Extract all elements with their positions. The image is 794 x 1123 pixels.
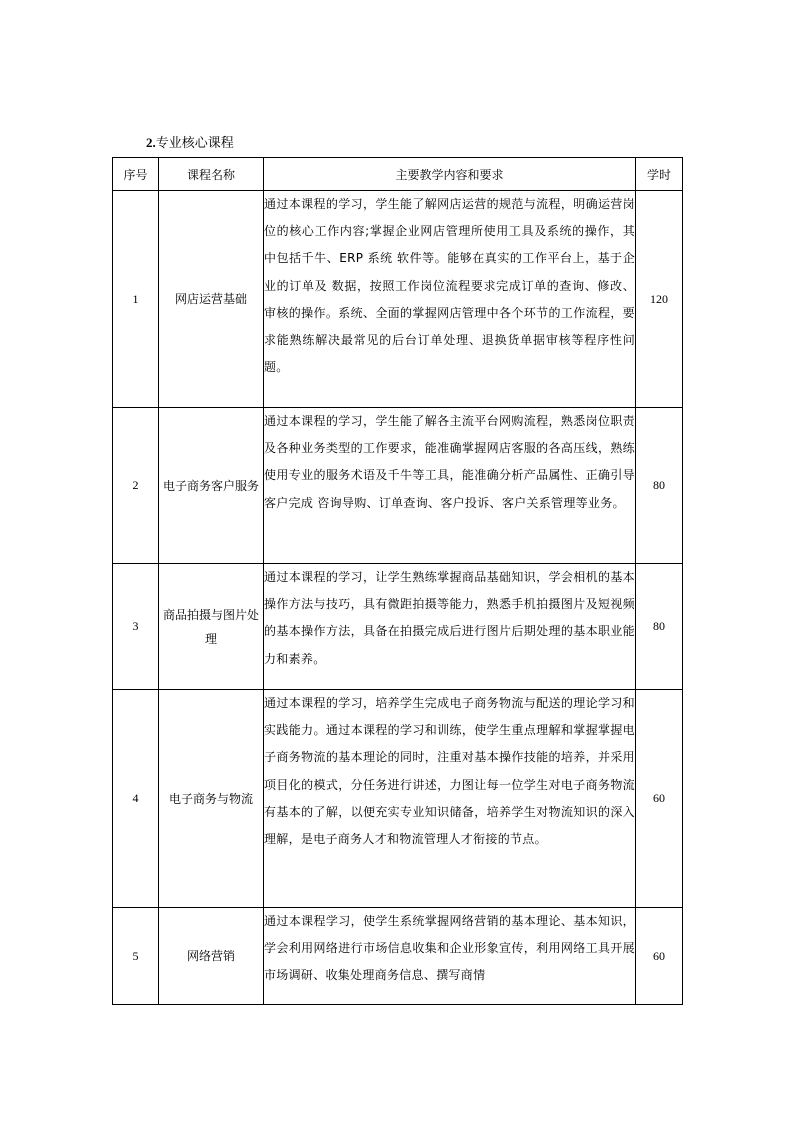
table-row [113,408,683,564]
header-course-name: 课程名称 [159,158,264,191]
course-name: 商品拍摄与图片处理 [159,564,264,690]
course-hours: 60 [636,908,683,1005]
row-number: 5 [113,908,159,1005]
course-name: 电子商务客户服务 [159,408,264,564]
header-number: 序号 [113,158,159,191]
course-content: 通过本课程学习，使学生系统掌握网络营销的基本理论、基本知识，学会利用网络进行市场信息收集和企业形象宣传，利用网络工具开展市场调研、收集处理商务信息、撰写商情 [264,914,635,983]
table-row [113,690,683,908]
course-content: 通过本课程的学习，培养学生完成电子商务物流与配送的理论学习和实践能力。通过本课程的学习和训练，使学生重点理解和掌握掌握电子商务物流的基本理论的同时，注重对基本操作技能的培养，并采用项目化的模式，分任务进行讲述，力图让每一位学生对电子商务物流有基本的了解，以便充实专业知识储备，培养学生对物流知识的深入理解，是电子商务人才和物流管理人才衔接的节点。 [264,690,636,908]
course-content: 通过本课程的学习，让学生熟练掌握商品基础知识，学会相机的基本操作方法与技巧，具有微距拍摄等能力，熟悉手机拍摄图片及短视频的基本操作方法，具备在拍摄完成后进行图片后期处理的基本职业能力和素养。 [264,564,636,690]
row-number: 1 [113,191,159,408]
course-table [112,157,683,1005]
row-number: 4 [113,690,159,908]
table-row [113,191,683,408]
course-name: 电子商务与物流 [159,690,264,908]
course-hours: 120 [636,191,683,408]
course-content: 通过本课程的学习，学生能了解各主流平台网购流程，熟悉岗位职责及各种业务类型的工作要求，能准确掌握网店客服的各高压线，熟练使用专业的服务术语及千牛等工具，能准确分析产品属性、正确引导客户完成 咨询导购、订单查询、客户投诉、客户关系管理等业务。 [264,408,636,564]
course-content: 通过本课程的学习，学生能了解网店运营的规范与流程，明确运营岗位的核心工作内容;掌握企业网店管理所使用工具及系统的操作，其中包括千牛、ERP 系统 软件等。能够在真实的工作平台上，基于企业的订单及 数据，按照工作岗位流程要求完成订单的查询、修改、审核的操作。系统、全面的掌握网店管理中各个环节的工作流程，要求能熟练解决最常见的后台订单处理、退换货单据审核等程序性问题。 [264,191,636,408]
row-number: 3 [113,564,159,690]
header-content: 主要教学内容和要求 [264,158,636,191]
section-title-text: 专业核心课程 [155,136,234,151]
course-hours: 60 [636,690,683,908]
course-name: 网店运营基础 [159,191,264,408]
table-row [113,908,683,1005]
course-hours: 80 [636,408,683,564]
course-hours: 80 [636,564,683,690]
table-row [113,564,683,690]
section-number: 2. [146,135,156,150]
header-hours: 学时 [636,158,683,191]
section-title [146,134,234,153]
course-content-cell [264,908,636,1005]
table-header-row [113,158,683,191]
row-number: 2 [113,408,159,564]
course-name: 网络营销 [159,908,264,1005]
